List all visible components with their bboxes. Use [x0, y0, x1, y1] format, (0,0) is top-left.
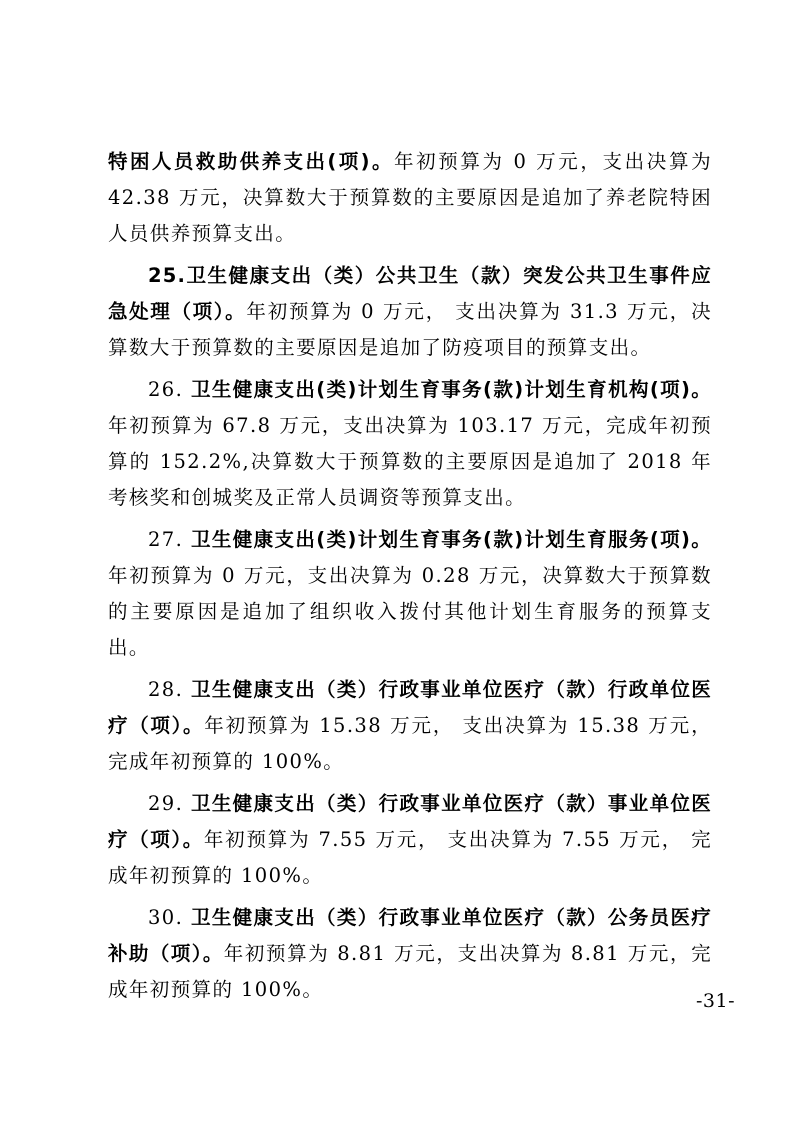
paragraph-number: 29.	[148, 792, 191, 815]
paragraph-heading: 特困人员救助供养支出(项)。	[108, 150, 394, 173]
paragraph-number: 26.	[148, 378, 191, 401]
paragraph-body: 年初预算为 7.55 万元， 支出决算为 7.55 万元， 完成年初预算的 100%。	[108, 828, 712, 887]
paragraph-number: 30.	[148, 906, 191, 929]
paragraph-heading: 卫生健康支出(类)计划生育事务(款)计划生育机构(项)。	[191, 378, 712, 401]
paragraph-heading: 卫生健康支出（类）行政事业单位医疗（款）事业单位医疗（项）。	[108, 792, 712, 851]
paragraph-25	[108, 258, 712, 366]
page-number: -31-	[695, 990, 735, 1012]
paragraph-body: 年初预算为 67.8 万元，支出决算为 103.17 万元，完成年初预算的 152.2%,决算数大于预算数的主要原因是追加了 2018 年考核奖和创城奖及正常人员调资等预算支出。	[108, 414, 712, 509]
paragraph-body: 年初预算为 8.81 万元，支出决算为 8.81 万元，完成年初预算的 100%。	[108, 942, 712, 1001]
paragraph-28	[108, 672, 712, 780]
paragraph-heading: 卫生健康支出（类）行政事业单位医疗（款）公务员医疗补助（项）。	[108, 906, 712, 965]
paragraph-body: 年初预算为 0 万元，支出决算为 0.28 万元，决算数大于预算数的主要原因是追加了组织收入拨付其他计划生育服务的预算支出。	[108, 564, 712, 659]
paragraph-number: 27.	[148, 528, 191, 551]
paragraph-number: 25.	[148, 264, 187, 287]
paragraph-body: 年初预算为 0 万元， 支出决算为 31.3 万元，决算数大于预算数的主要原因是追加了防疫项目的预算支出。	[108, 300, 712, 359]
document-body	[108, 144, 712, 1014]
paragraph-heading: 卫生健康支出（类）公共卫生（款）突发公共卫生事件应急处理（项）。	[108, 264, 712, 323]
paragraph-27	[108, 522, 712, 666]
paragraph-heading: 卫生健康支出(类)计划生育事务(款)计划生育服务(项)。	[191, 528, 712, 551]
paragraph-heading: 卫生健康支出（类）行政事业单位医疗（款）行政单位医疗（项）。	[108, 678, 712, 737]
paragraph-29	[108, 786, 712, 894]
paragraph-number: 28.	[148, 678, 191, 701]
paragraph-30	[108, 900, 712, 1008]
paragraph-body: 年初预算为 15.38 万元， 支出决算为 15.38 万元， 完成年初预算的 100%。	[108, 714, 712, 773]
paragraph-body: 年初预算为 0 万元，支出决算为 42.38 万元，决算数大于预算数的主要原因是追加了养老院特困人员供养预算支出。	[108, 150, 712, 245]
paragraph-24-continued	[108, 144, 712, 252]
paragraph-26	[108, 372, 712, 516]
